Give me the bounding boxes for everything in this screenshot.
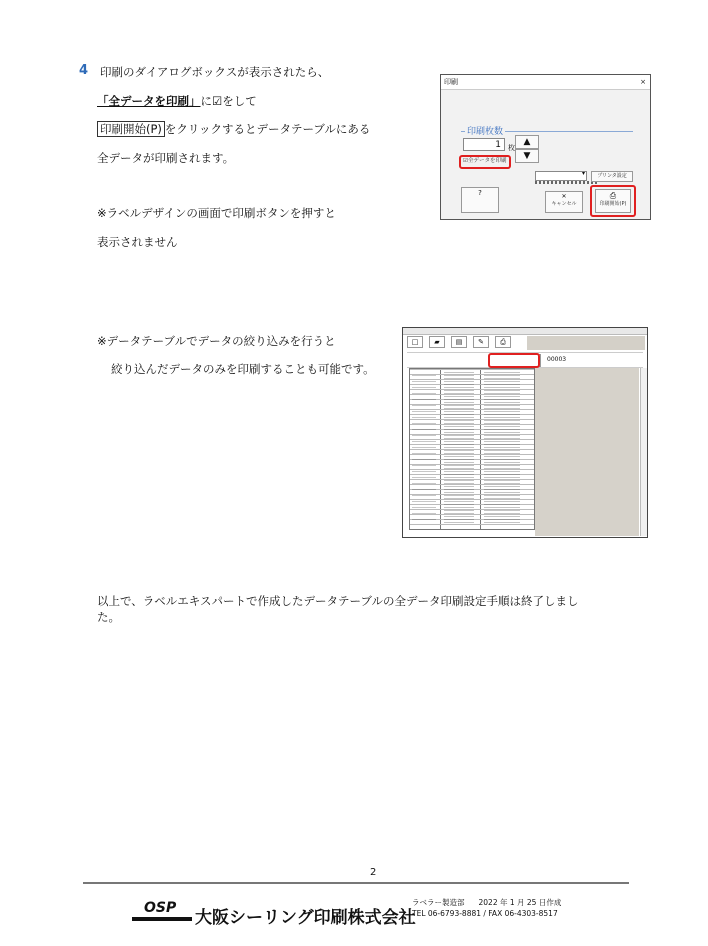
footer-contact: TEL 06-6793-8881 / FAX 06-4303-8517 [412, 909, 558, 918]
cancel-button[interactable] [545, 191, 583, 213]
dialog-titlebar [441, 75, 650, 90]
step-line-1: 印刷のダイアログボックスが表示されたら、 [100, 65, 330, 79]
printer-settings-button[interactable]: プリンタ設定 [591, 171, 633, 182]
cancel-icon: ✕ [561, 193, 567, 200]
footer-contact-block [412, 897, 561, 919]
company-logo [132, 900, 192, 923]
logo-mark: OSP [144, 900, 177, 916]
data-grid[interactable] [409, 368, 535, 530]
step-number: 4 [79, 63, 89, 78]
copies-unit: 枚 [508, 144, 515, 152]
open-icon[interactable]: ▰ [429, 336, 445, 348]
print-start-boxed: 印刷開始(P) [97, 121, 165, 137]
help-button[interactable] [461, 187, 499, 213]
note-filter-line-2: 絞り込んだデータのみを印刷することも可能です。 [111, 362, 375, 376]
step-line-3 [97, 121, 370, 137]
step-line-3-rest: をクリックするとデータテーブルにある [164, 122, 371, 136]
main-toolbar [407, 336, 525, 347]
all-data-underlined: 「全データを印刷」 [97, 94, 201, 108]
close-icon[interactable]: × [640, 78, 646, 86]
step-line-4: 全データが印刷されます。 [97, 151, 235, 165]
conclusion-line-1: 以上で、ラベルエキスパートで作成したデータテーブルの全データ印刷設定手順は終了しまし [97, 594, 579, 608]
step-note-1: ※ラベルデザインの画面で印刷ボタンを押すと [97, 206, 336, 220]
footer-date: 2022 年 1 月 25 日作成 [478, 898, 562, 907]
conclusion-line-2: た。 [97, 610, 120, 624]
note-filter-line-1: ※データテーブルでデータの絞り込みを行うと [97, 334, 336, 348]
copies-group-label: 印刷枚数 [465, 124, 505, 137]
printer-icon: ⎙ [609, 191, 617, 200]
print-dialog-screenshot [440, 74, 651, 220]
all-data-checkbox[interactable]: ☑全データを印刷 [463, 158, 507, 164]
cancel-label: キャンセル [551, 201, 577, 207]
chevron-down-icon: ▾ [581, 170, 585, 177]
data-table-screenshot [402, 327, 648, 538]
company-name: 大阪シーリング印刷株式会社 [195, 908, 416, 928]
grid-column-text [444, 371, 474, 525]
step-note-2: 表示されません [97, 235, 178, 249]
step-line-2 [97, 93, 257, 109]
scrollbar[interactable] [640, 368, 647, 536]
preview-pane [535, 368, 639, 536]
printer-info-text [535, 181, 597, 184]
step-line-2-rest: に☑をして [200, 94, 257, 108]
arrow-down-icon[interactable]: ▼ [515, 149, 539, 163]
window-titlebar [403, 328, 647, 335]
new-icon[interactable]: □ [407, 336, 423, 348]
print-start-button[interactable] [595, 189, 631, 213]
print-start-highlight [590, 185, 636, 217]
arrow-up-icon[interactable]: ▲ [515, 135, 539, 149]
save-icon[interactable]: ▤ [451, 336, 467, 348]
grid-column-text-0 [412, 371, 436, 525]
print-icon[interactable]: ⎙ [495, 336, 511, 348]
footer-dept: ラベラー製造部 [412, 898, 465, 907]
filter-value: 00003 [547, 356, 567, 363]
edit-icon[interactable]: ✎ [473, 336, 489, 348]
grid-column-text-2 [484, 371, 520, 525]
print-start-label: 印刷開始(P) [599, 201, 627, 207]
filter-highlight [488, 353, 540, 368]
all-data-checkbox-highlight [459, 155, 511, 169]
copies-input[interactable]: 1 [463, 138, 505, 151]
page-number: 2 [370, 867, 377, 878]
dialog-title: 印刷 [444, 78, 458, 86]
help-icon: ? [478, 189, 482, 197]
footer-divider [83, 882, 629, 884]
toolbar-gray-area [527, 336, 645, 350]
printer-select[interactable] [535, 171, 587, 181]
